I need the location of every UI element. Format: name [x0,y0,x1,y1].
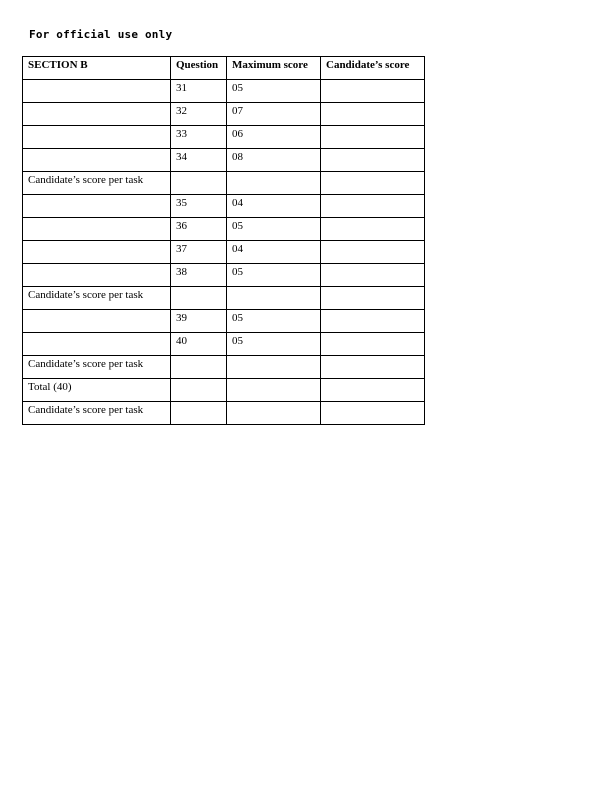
maximum-score-cell [227,379,321,402]
candidate-score-cell[interactable] [321,241,425,264]
candidate-score-cell[interactable] [321,379,425,402]
row-label-cell [23,218,171,241]
row-label-cell [23,103,171,126]
maximum-score-cell: 05 [227,264,321,287]
maximum-score-cell: 07 [227,103,321,126]
table-row [23,333,425,356]
question-number-cell: 33 [171,126,227,149]
row-label-cell: Candidate’s score per task [23,356,171,379]
row-label-cell: Total (40) [23,379,171,402]
candidate-score-cell[interactable] [321,356,425,379]
question-number-cell [171,356,227,379]
question-number-cell: 38 [171,264,227,287]
table-body [23,80,425,425]
table-row [23,80,425,103]
question-number-cell: 39 [171,310,227,333]
row-label-cell [23,126,171,149]
candidate-score-header: Candidate’s score [321,57,425,80]
row-label-cell [23,80,171,103]
section-header: SECTION B [23,57,171,80]
row-label-cell: Candidate’s score per task [23,402,171,425]
candidate-score-cell[interactable] [321,402,425,425]
table-row [23,149,425,172]
maximum-score-cell: 04 [227,241,321,264]
candidate-score-cell[interactable] [321,80,425,103]
question-number-cell: 35 [171,195,227,218]
maximum-score-cell [227,356,321,379]
row-label-cell [23,241,171,264]
maximum-score-cell [227,172,321,195]
maximum-score-cell: 05 [227,310,321,333]
table-row [23,264,425,287]
row-label-cell [23,333,171,356]
question-number-cell: 31 [171,80,227,103]
candidate-score-cell[interactable] [321,149,425,172]
candidate-score-cell[interactable] [321,103,425,126]
row-label-cell: Candidate’s score per task [23,287,171,310]
maximum-score-header: Maximum score [227,57,321,80]
question-number-cell [171,379,227,402]
row-label-cell [23,264,171,287]
maximum-score-cell [227,287,321,310]
table-row [23,172,425,195]
candidate-score-cell[interactable] [321,333,425,356]
question-number-cell [171,287,227,310]
row-label-cell [23,310,171,333]
question-number-cell [171,172,227,195]
table-row [23,126,425,149]
table-row [23,379,425,402]
question-number-cell [171,402,227,425]
candidate-score-cell[interactable] [321,172,425,195]
question-number-cell: 34 [171,149,227,172]
maximum-score-cell: 04 [227,195,321,218]
maximum-score-cell: 05 [227,333,321,356]
row-label-cell: Candidate’s score per task [23,172,171,195]
table-row [23,356,425,379]
maximum-score-cell: 05 [227,218,321,241]
table-row [23,218,425,241]
question-number-cell: 40 [171,333,227,356]
candidate-score-cell[interactable] [321,287,425,310]
table-header-row [23,57,425,80]
question-number-cell: 36 [171,218,227,241]
candidate-score-cell[interactable] [321,218,425,241]
table-row [23,310,425,333]
table-row [23,287,425,310]
official-use-note: For official use only [29,28,173,41]
question-header: Question [171,57,227,80]
maximum-score-cell [227,402,321,425]
question-number-cell: 32 [171,103,227,126]
maximum-score-cell: 06 [227,126,321,149]
maximum-score-cell: 05 [227,80,321,103]
candidate-score-cell[interactable] [321,126,425,149]
maximum-score-cell: 08 [227,149,321,172]
row-label-cell [23,195,171,218]
table-row [23,195,425,218]
table-row [23,241,425,264]
section-b-score-table [22,56,425,425]
candidate-score-cell[interactable] [321,195,425,218]
table-row [23,103,425,126]
candidate-score-cell[interactable] [321,310,425,333]
row-label-cell [23,149,171,172]
candidate-score-cell[interactable] [321,264,425,287]
question-number-cell: 37 [171,241,227,264]
table-row [23,402,425,425]
